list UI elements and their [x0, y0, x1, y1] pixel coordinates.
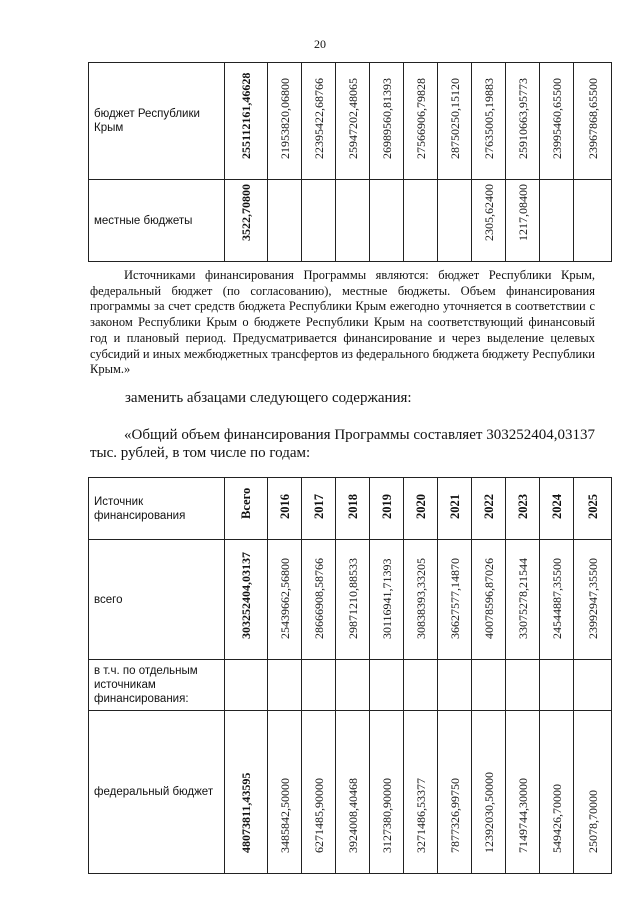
table-cell [302, 180, 336, 262]
table-cell [540, 540, 574, 660]
cell-value: 12392030,50000 [481, 772, 496, 853]
table-row [89, 180, 612, 262]
cell-value: 23995460,65500 [549, 78, 564, 159]
table-cell [302, 660, 336, 711]
table-cell [302, 711, 336, 874]
table-cell [370, 660, 404, 711]
cell-value: 25910663,95773 [515, 78, 530, 159]
table-cell [370, 711, 404, 874]
table-cell [574, 540, 612, 660]
table-cell [225, 711, 268, 874]
table-cell [225, 180, 268, 262]
table-cell [574, 478, 612, 540]
cell-value: 33075278,21544 [515, 558, 530, 639]
table-cell [472, 63, 506, 180]
cell-value: 24544887,35500 [549, 558, 564, 639]
cell-value: 27635005,19883 [481, 78, 496, 159]
replace-instruction: заменить абзацами следующего содержания: [125, 390, 412, 406]
table-cell [302, 478, 336, 540]
cell-value: 2019 [379, 494, 394, 519]
table-cell [404, 540, 438, 660]
table-cell [268, 711, 302, 874]
row-label: всего [89, 540, 225, 660]
cell-value: 21953820,06800 [277, 78, 292, 159]
table-cell [438, 180, 472, 262]
cell-value: 23992947,35500 [585, 558, 600, 639]
table-cell [472, 711, 506, 874]
table-cell [540, 711, 574, 874]
table-cell [574, 180, 612, 262]
cell-value: 2018 [345, 494, 360, 519]
table-cell [336, 540, 370, 660]
table-cell [404, 660, 438, 711]
cell-value: 2016 [277, 494, 292, 519]
table-cell [472, 180, 506, 262]
paragraph-text: Источниками финансирования Программы являются: бюджет Республики Крым, федеральный бюджет (по согласованию), местные бюджеты. Объем финансирования программы за счет средств бюджета Республики Крым ежегодно уточняется в соответствии с законом Республики Крым о бюджете Республики Крым на соответствующий финансовый год и плановый период. Предусматривается финансирование и через выделение целевых субсидий и иных межбюджетных трансфертов из федерального бюджета бюджету Республики Крым.» [90, 268, 595, 377]
table-cell [540, 660, 574, 711]
funding-table-continued [88, 62, 612, 262]
table-cell [336, 660, 370, 711]
table-cell [472, 478, 506, 540]
table-cell [268, 540, 302, 660]
table-row [89, 540, 612, 660]
table-cell [438, 63, 472, 180]
funding-sources-paragraph [90, 268, 595, 378]
cell-value: 2022 [481, 494, 496, 519]
cell-value: 1217,08400 [515, 184, 530, 241]
cell-value: 40078596,87026 [481, 558, 496, 639]
table-cell [336, 478, 370, 540]
table-cell [574, 63, 612, 180]
cell-value: 2025 [585, 494, 600, 519]
table-cell [574, 711, 612, 874]
cell-value: 26989560,81393 [379, 78, 394, 159]
row-label: федеральный бюджет [89, 711, 225, 874]
table-cell [268, 63, 302, 180]
table-cell [540, 478, 574, 540]
table-row [89, 660, 612, 711]
table-row [89, 63, 612, 180]
cell-value: 23967868,65500 [585, 78, 600, 159]
cell-value: 255112161,46628 [239, 72, 253, 159]
row-label: бюджет Республики Крым [89, 63, 225, 180]
cell-value: 48073811,43595 [239, 772, 253, 853]
cell-value: 3271486,53377 [413, 778, 428, 853]
table-cell [540, 63, 574, 180]
table-cell [506, 660, 540, 711]
table-cell [472, 660, 506, 711]
table-cell [336, 63, 370, 180]
table-cell [225, 63, 268, 180]
table-cell [438, 478, 472, 540]
table-cell [506, 180, 540, 262]
cell-value: 3924008,40468 [345, 778, 360, 853]
cell-value: 2024 [549, 494, 564, 519]
total-funding-paragraph: «Общий объем финансирования Программы составляет 303252404,03137 тыс. рублей, в том числе по годам: [90, 427, 595, 461]
cell-value: 25947202,48065 [345, 78, 360, 159]
cell-value: 3485842,50000 [277, 778, 292, 853]
cell-value: 25078,70000 [585, 790, 600, 853]
cell-value: 303252404,03137 [239, 552, 253, 639]
table-cell [506, 63, 540, 180]
cell-value: 25439662,56800 [277, 558, 292, 639]
cell-value: 28750250,15120 [447, 78, 462, 159]
cell-value: 3522,70800 [239, 184, 253, 241]
table-cell [472, 540, 506, 660]
cell-value: 7149744,30000 [515, 778, 530, 853]
table-cell [506, 478, 540, 540]
table-row [89, 711, 612, 874]
table-cell [225, 540, 268, 660]
table-cell [225, 660, 268, 711]
table-cell [506, 711, 540, 874]
cell-value: 2023 [515, 494, 530, 519]
cell-value: 2017 [311, 494, 326, 519]
cell-value: 2020 [413, 494, 428, 519]
table-cell [574, 660, 612, 711]
table-cell [438, 660, 472, 711]
table-cell [225, 478, 268, 540]
cell-value: 30116941,71393 [379, 558, 394, 639]
table-cell [438, 540, 472, 660]
table-cell [540, 180, 574, 262]
table-cell [336, 180, 370, 262]
row-label: местные бюджеты [89, 180, 225, 262]
funding-table [88, 477, 612, 874]
table-cell [404, 180, 438, 262]
cell-value: 3127380,90000 [379, 778, 394, 853]
row-label: в т.ч. по отдельным источникам финансирования: [89, 660, 225, 711]
cell-value: 2021 [447, 494, 462, 519]
cell-value: 2305,62400 [481, 184, 496, 241]
table-cell [404, 63, 438, 180]
table-row [89, 478, 612, 540]
cell-value: 28666908,58766 [311, 558, 326, 639]
table-cell [370, 478, 404, 540]
table-cell [268, 660, 302, 711]
cell-value: 549426,70000 [549, 784, 564, 853]
table-cell [370, 540, 404, 660]
table-cell [506, 540, 540, 660]
cell-value: 30838393,33205 [413, 558, 428, 639]
cell-value: 22395422,68766 [311, 78, 326, 159]
cell-value: 36627577,14870 [447, 558, 462, 639]
table-cell [302, 63, 336, 180]
table-cell [404, 711, 438, 874]
row-label: Источник финансирования [89, 478, 225, 540]
table-cell [370, 63, 404, 180]
page-number: 20 [314, 37, 326, 51]
cell-value: 7877326,99750 [447, 778, 462, 853]
table-cell [268, 478, 302, 540]
cell-value: 6271485,90000 [311, 778, 326, 853]
cell-value: 27566906,79828 [413, 78, 428, 159]
table-cell [268, 180, 302, 262]
table-cell [370, 180, 404, 262]
cell-value: 29871210,88533 [345, 558, 360, 639]
table-cell [336, 711, 370, 874]
table-cell [302, 540, 336, 660]
table-cell [438, 711, 472, 874]
cell-value: Всего [239, 487, 253, 519]
table-cell [404, 478, 438, 540]
